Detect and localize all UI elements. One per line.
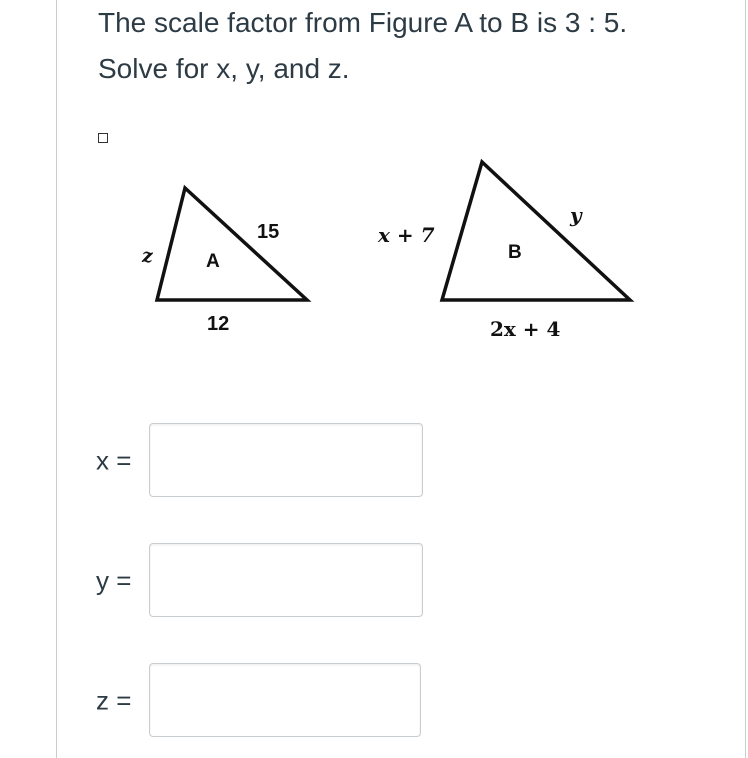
triangle-b-side-x7: x + 7: [378, 223, 435, 247]
question-text: The scale factor from Figure A to B is 3 : 5. Solve for x, y, and z.: [98, 7, 628, 84]
triangle-b: [442, 162, 630, 300]
answer-input-y[interactable]: [149, 543, 423, 617]
question-card: [56, 0, 746, 758]
answer-label-y: y =: [96, 565, 132, 596]
broken-image-icon: [98, 133, 108, 143]
answer-label-x: x =: [96, 445, 132, 476]
answer-row-y: [96, 543, 426, 619]
triangle-a-label: A: [206, 251, 220, 272]
triangles-figure: [130, 150, 650, 350]
triangle-a-side-z: z: [142, 245, 153, 267]
triangle-b-side-y: y: [570, 203, 582, 227]
triangle-b-base-2x4: 2x + 4: [490, 317, 561, 341]
triangle-b-label: B: [508, 242, 522, 263]
triangle-a-side-15: 15: [257, 221, 280, 243]
answer-input-z[interactable]: [149, 663, 421, 737]
answer-label-z: z =: [96, 685, 132, 716]
triangle-a-base-12: 12: [207, 313, 230, 335]
triangle-a: [157, 188, 307, 300]
answer-row-x: [96, 423, 426, 499]
answer-row-z: [96, 663, 426, 739]
answer-input-x[interactable]: [149, 423, 423, 497]
